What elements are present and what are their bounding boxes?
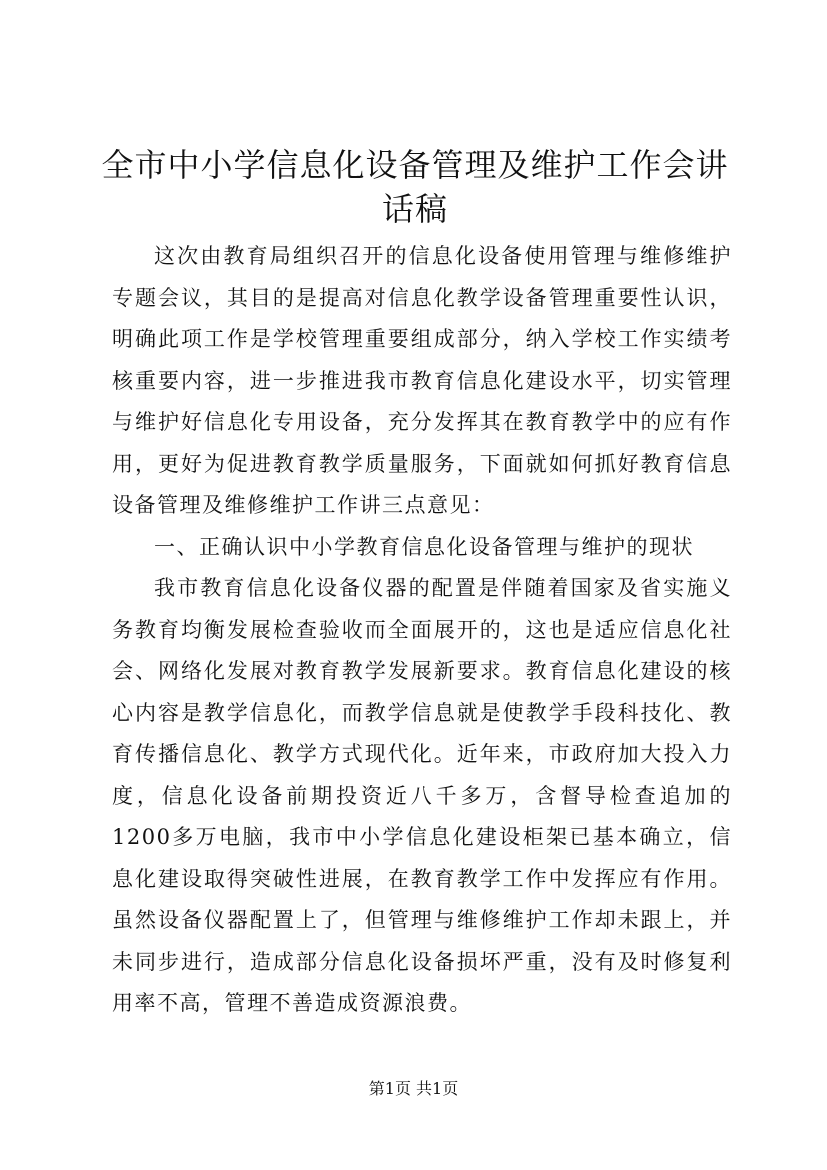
document-body [112, 236, 732, 1025]
document-title: 全市中小学信息化设备管理及维护工作会讲话稿 [101, 146, 729, 228]
section-heading-1: 一、正确认识中小学教育信息化设备管理与维护的现状 [154, 534, 694, 559]
page-footer: 第1页 共1页 [368, 1079, 459, 1098]
paragraph-intro: 这次由教育局组织召开的信息化设备使用管理与维修维护专题会议，其目的是提高对信息化教学设备管理重要性认识，明确此项工作是学校管理重要组成部分，纳入学校工作实绩考核重要内容，进一步推进我市教育信息化建设水平，切实管理与维护好信息化专用设备，充分发挥其在教育教学中的应有作用，更好为促进教育教学质量服务，下面就如何抓好教育信息设备管理及维修维护工作讲三点意见： [112, 244, 732, 517]
paragraph-status: 我市教育信息化设备仪器的配置是伴随着国家及省实施义务教育均衡发展检查验收而全面展开的，这也是适应信息化社会、网络化发展对教育教学发展新要求。教育信息化建设的核心内容是教学信息化，而教学信息就是使教学手段科技化、教育传播信息化、教学方式现代化。近年来，市政府加大投入力度，信息化设备前期投资近八千多万，含督导检查追加的1200多万电脑，我市中小学信息化建设柜架已基本确立，信息化建设取得突破性进展，在教育教学工作中发挥应有作用。虽然设备仪器配置上了，但管理与维修维护工作却未跟上，并未同步进行，造成部分信息化设备损坏严重，没有及时修复利用率不高，管理不善造成资源浪费。 [112, 576, 732, 1015]
